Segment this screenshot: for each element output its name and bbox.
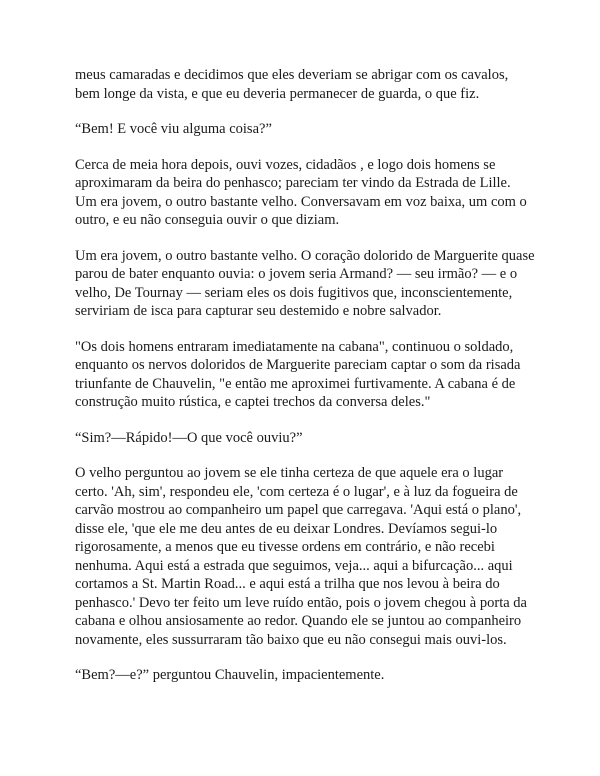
paragraph-3: Cerca de meia hora depois, ouvi vozes, cidadãos , e logo dois homens se aproximaram da beira do penhasco; pareciam ter vindo da Estrada de Lille. Um era jovem, o outro bastante velho. Conversavam em voz baixa, um com o outro, e eu não conseguia ouvir o que diziam. xyxy=(75,156,527,228)
paragraph-7: O velho perguntou ao jovem se ele tinha certeza de que aquele era o lugar certo. 'Ah, sim', respondeu ele, 'com certeza é o lugar', e à luz da fogueira de carvão mostrou ao companheiro um papel que carregava. 'Aqui está o plano', disse ele, 'que ele me deu antes de eu deixar Londres. Devíamos segui-lo rigorosamente, a menos que eu tivesse ordens em contrário, e não recebi nenhuma. Aqui está a estrada que seguimos, veja... aqui a bifurcação... aqui cortamos a St. Martin Road... e aqui está a trilha que nos levou à beira do penhasco.' Devo ter feito um leve ruído então, pois o jovem chegou à porta da cabana e olhou ansiosamente ao redor. Quando ele se juntou ao companheiro novamente, eles sussurraram tão baixo que eu não consegui mais ouvi-los. xyxy=(75,465,527,648)
paragraph-4: Um era jovem, o outro bastante velho. O coração dolorido de Marguerite quase parou de bater enquanto ouvia: o jovem seria Armand? — seu irmão? — e o velho, De Tournay — seriam eles os dois fugitivos que, inconscientemente, serviriam de isca para capturar seu destemido e nobre salvador. xyxy=(75,247,535,319)
paragraph-6: “Sim?—Rápido!—O que você ouviu?” xyxy=(75,429,303,446)
document-page xyxy=(75,66,535,702)
paragraph-5: "Os dois homens entraram imediatamente na cabana", continuou o soldado, enquanto os nervos doloridos de Marguerite pareciam captar o som da risada triunfante de Chauvelin, "e então me aproximei furtivamente. A cabana é de construção muito rústica, e captei trechos da conversa deles." xyxy=(75,338,521,410)
paragraph-8: “Bem?—e?” perguntou Chauvelin, impacientemente. xyxy=(75,667,385,683)
paragraph-1: meus camaradas e decidimos que eles deveriam se abrigar com os cavalos, bem longe da vista, e que eu deveria permanecer de guarda, o que fiz. xyxy=(75,67,509,102)
paragraph-2: “Bem! E você viu alguma coisa?” xyxy=(75,121,272,137)
